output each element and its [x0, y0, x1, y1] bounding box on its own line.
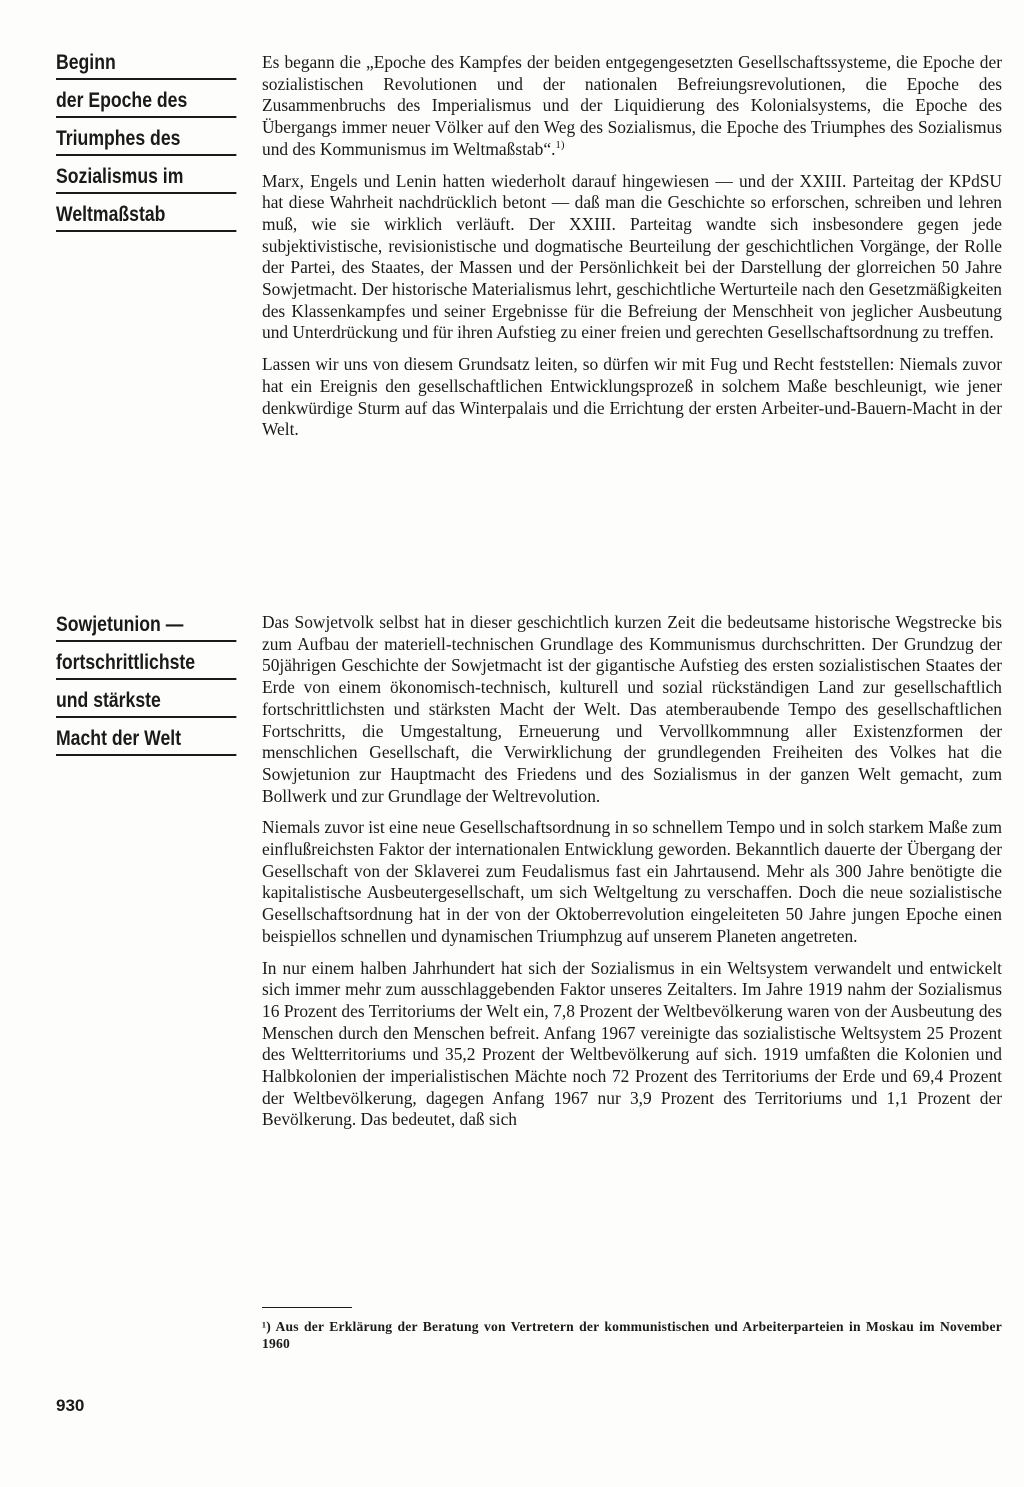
side-heading-line: Weltmaßstab	[56, 198, 236, 232]
footnote: ¹) Aus der Erklärung der Beratung von Vertretern der kommunistischen und Arbeiterparteien in Moskau im November 1960	[262, 1319, 1002, 1351]
side-heading-line: Sozialismus im	[56, 160, 236, 194]
footnote-reference: 1)	[555, 139, 565, 152]
paragraph: Niemals zuvor ist eine neue Gesellschaftsordnung in so schnellem Tempo und in solch starkem Maße zum einflußreichsten Faktor der internationalen Entwicklung geworden. Bekanntlich dauerte der Übergang der Gesellschaft von der Sklaverei zum Feudalismus fast ein Jahrtausend. Mehr als 300 Jahre benötigte die kapitalistische Ausbeutergesellschaft, um sich Weltgeltung zu verschaffen. Doch die neue sozialistische Gesellschaftsordnung hat in der von der Oktoberrevolution eingeleiteten 50 Jahre jungen Epoche einen beispiellos schnellen und dynamischen Triumphzug auf unserem Planeten angetreten.	[262, 817, 1002, 946]
side-heading-line: und stärkste	[56, 684, 236, 718]
paragraph: Lassen wir uns von diesem Grundsatz leiten, so dürfen wir mit Fug und Recht feststellen: Niemals zuvor hat ein Ereignis den gesellschaftlichen Entwicklungsprozeß in solchem Maße beschleunigt, wie jener denkwürdige Sturm auf das Winterpalais und die Errichtung der ersten Arbeiter-und-Bauern-Macht in der Welt.	[262, 354, 1002, 440]
paragraph-text: Es begann die „Epoche des Kampfes der beiden entgegengesetzten Gesellschaftssysteme, die Epoche der sozialistischen Revolutionen und der nationalen Befreiungsrevolutionen, die Epoche des Zusammenbruchs des Imperialismus und der Liquidierung des Kolonialsystems, die Epoche des Übergangs immer neuer Völker auf den Weg des Sozialismus, die Epoche des Triumphes des Sozialismus und des Kommunismus im Weltmaßstab“.	[262, 52, 1002, 159]
side-heading-epoch	[56, 46, 236, 236]
paragraph	[262, 52, 1002, 161]
paragraph: Marx, Engels und Lenin hatten wiederholt darauf hingewiesen — und der XXIII. Parteitag der KPdSU hat diese Wahrheit nachdrücklich betont — daß man die Geschichte so erforschen, schreiben und lehren muß, wie sie wirklich verläuft. Der XXIII. Parteitag wandte sich insbesondere gegen jede subjektivistische, revisionistische und dogmatische Beurteilung der geschichtlichen Vorgänge, der Rolle der Partei, des Staates, der Massen und der Persönlichkeit bei der Darstellung der glorreichen 50 Jahre Sowjetmacht. Der historische Materialismus lehrt, geschichtliche Werturteile nach den Gesetzmäßigkeiten des Klassenkampfes und seiner Ergebnisse für die Befreiung der Menschheit von jeglicher Ausbeutung und Unterdrückung und für ihren Aufstieg zu einer freien und gerechten Gesellschaftsordnung zu treffen.	[262, 170, 1002, 343]
paragraph: In nur einem halben Jahrhundert hat sich der Sozialismus in ein Weltsystem verwandelt und entwickelt sich immer mehr zum ausschlaggebenden Faktor unseres Zeitalters. Im Jahre 1919 nahm der Sozialismus 16 Prozent des Territoriums der Welt ein, 7,8 Prozent der Weltbevölkerung waren von der Ausbeutung des Menschen durch den Menschen befreit. Anfang 1967 vereinigte das sozialistische Weltsystem 25 Prozent des Weltterritoriums und 35,2 Prozent der Weltbevölkerung auf sich. 1919 umfaßten die Kolonien und Halbkolonien der imperialistischen Mächte noch 72 Prozent des Territoriums der Erde und 69,4 Prozent der Weltbevölkerung, dagegen Anfang 1967 nur 3,9 Prozent des Territoriums und 1,1 Prozent der Bevölkerung. Das bedeutet, daß sich	[262, 957, 1002, 1130]
footnote-divider	[262, 1307, 352, 1308]
side-heading-line: der Epoche des	[56, 84, 236, 118]
page-number: 930	[56, 1396, 85, 1415]
side-heading-line: Sowjetunion —	[56, 608, 236, 642]
side-heading-line: fortschrittlichste	[56, 646, 236, 680]
side-heading-line: Macht der Welt	[56, 722, 236, 756]
paragraph: Das Sowjetvolk selbst hat in dieser geschichtlich kurzen Zeit die bedeutsame historische Wegstrecke bis zum Aufbau der materiell-technischen Grundlage des Kommunismus durchschritten. Der Grundzug der 50jährigen Geschichte der Sowjetmacht ist der gigantische Aufstieg des ersten sozialistischen Staates der Erde von einem ökonomisch-technisch, kulturell und sozial rückständigen Land zur gesellschaftlich fortschrittlichsten und stärksten Macht der Welt. Das atemberaubende Tempo des gesellschaftlichen Fortschritts, die Umgestaltung, Erneuerung und Vervollkommnung aller Existenzformen der menschlichen Gesellschaft, die Verwirklichung der grundlegenden Freiheiten des Volkes hat die Sowjetunion zur Hauptmacht des Friedens und des Sozialismus in der ganzen Welt gemacht, zum Bollwerk und zur Grundlage der Weltrevolution.	[262, 612, 1002, 806]
section-epoch-text	[262, 52, 1002, 451]
section-soviet-union-text	[262, 612, 1002, 1141]
side-heading-soviet-union	[56, 608, 236, 760]
side-heading-line: Triumphes des	[56, 122, 236, 156]
side-heading-line: Beginn	[56, 46, 236, 80]
